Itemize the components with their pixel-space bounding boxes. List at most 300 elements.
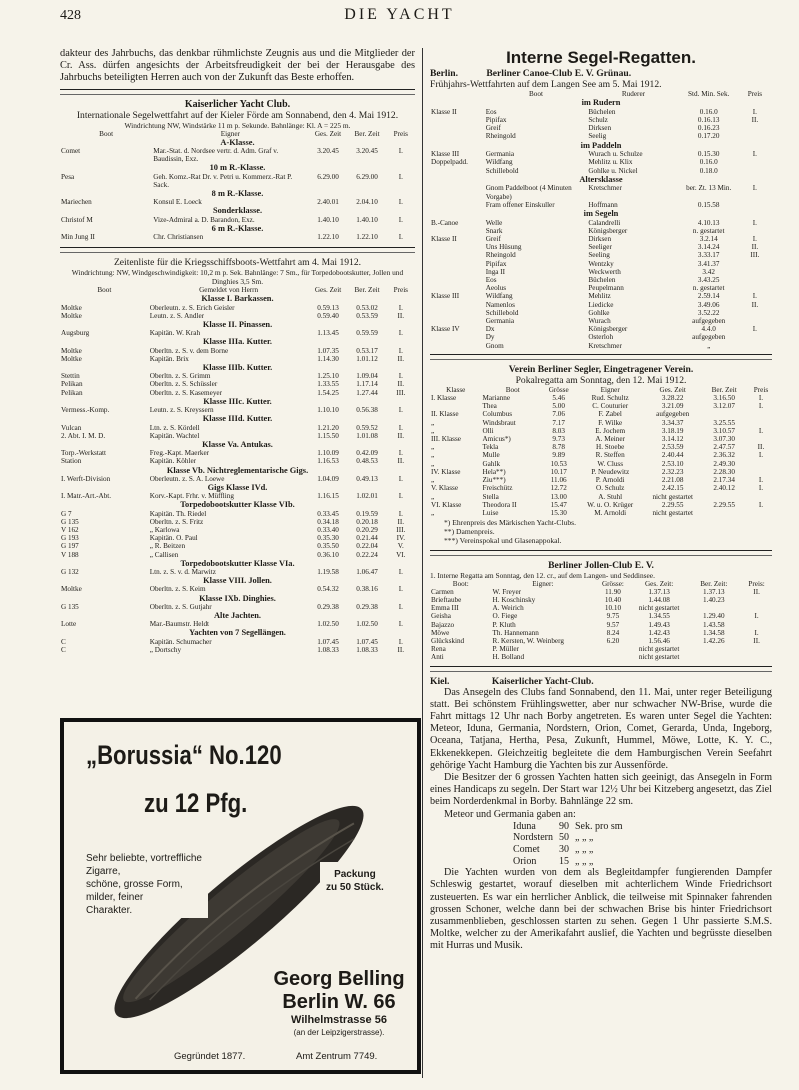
ad-desc-line: schöne, grosse Form, — [86, 879, 183, 890]
table-row — [430, 637, 772, 645]
table-cell — [738, 276, 772, 284]
class-heading-row — [60, 337, 415, 346]
table-cell: 10.40 — [604, 595, 622, 604]
table-cell — [738, 284, 772, 292]
table-cell: 2.04.10 — [356, 198, 378, 207]
table-cell: Freischütz — [482, 484, 513, 493]
table-row — [430, 219, 772, 227]
table-cell: O. Schulz — [596, 484, 625, 493]
class-heading: Yachten von 7 Segellängen. — [189, 628, 286, 638]
table-cell: 2.40.44 — [661, 451, 684, 460]
table-row — [430, 588, 772, 596]
table-cell: 0.29.38 — [356, 602, 378, 611]
table-cell: Stella — [482, 492, 499, 501]
table-cell: I. — [758, 426, 764, 435]
table-cell: Rheingold — [485, 132, 516, 141]
table-cell: 1.29.40 — [703, 612, 725, 621]
table-cell: 9.73 — [552, 435, 565, 444]
table-cell: I. — [398, 215, 403, 224]
section-heading-row — [430, 141, 772, 151]
column-header: Ges. Zeit — [314, 129, 342, 138]
table-cell: Thea — [482, 402, 497, 411]
table-cell: Ltn. z. S. Kördell — [149, 423, 200, 432]
table-row — [430, 621, 772, 629]
table-cell — [430, 251, 485, 259]
table-cell: 3.16.50 — [713, 394, 735, 403]
table-cell: Germania — [485, 150, 515, 159]
column-header: Preis — [393, 286, 408, 295]
table-cell: Gnom — [485, 341, 504, 350]
table-cell: I. — [398, 372, 403, 381]
table-cell: 0.53.02 — [356, 303, 378, 312]
table-cell: 4.10.13 — [697, 218, 720, 227]
table-cell: „ — [707, 341, 711, 350]
table-row — [430, 410, 772, 418]
table-cell: 1.42.26 — [703, 636, 725, 645]
ad-title: „Borussia“ No.120 — [86, 740, 282, 770]
table-cell: C — [61, 645, 66, 654]
table-cell: G 193 — [61, 534, 79, 543]
footnote: *) Ehrenpreis des Märkischen Yacht-Clubs. — [444, 518, 577, 528]
table-cell: Oberltn. z. S. Grimm — [149, 372, 211, 381]
table-cell: Comet — [513, 843, 540, 855]
table-cell: 3.34.37 — [661, 418, 684, 427]
table-cell: 2.28.30 — [713, 467, 735, 476]
table-cell: I. — [758, 476, 764, 485]
table-cell: aufgegeben — [692, 317, 726, 326]
table-cell — [741, 653, 772, 661]
table-cell: 1.56.46 — [648, 636, 670, 645]
table-cell — [698, 493, 749, 501]
column-header: Grösse — [548, 385, 569, 394]
table-cell — [430, 309, 485, 317]
table-row — [430, 116, 772, 124]
table-cell: 5.00 — [552, 402, 565, 411]
table-row — [60, 518, 415, 526]
table-cell — [741, 604, 772, 612]
table-cell: Schillebold — [485, 166, 519, 175]
table-cell: Vulcan — [61, 423, 82, 432]
table-row — [430, 394, 772, 402]
table-cell: Dx — [485, 325, 495, 334]
table-cell: 2.59.14 — [697, 292, 720, 301]
table-cell — [738, 167, 772, 175]
ad-packing — [326, 868, 384, 894]
table-cell: I. — [398, 637, 403, 646]
table-cell: II. — [751, 243, 759, 252]
column-header: Preis — [753, 385, 769, 394]
table-cell: Fram offener Einskuller — [485, 200, 555, 209]
table-cell: „ „ „ — [575, 843, 594, 855]
table-cell: Wildfang — [485, 292, 513, 301]
class-heading-row — [60, 163, 415, 172]
table-cell: H. Koschinsky — [492, 595, 536, 604]
table-cell: Oberltn. z. S. Kasemeyer — [149, 388, 223, 397]
table-cell: 0.59.52 — [356, 423, 378, 432]
table-cell: 90 — [559, 820, 569, 832]
table-cell: 1.34.55 — [648, 612, 670, 621]
table-row — [430, 645, 772, 653]
table-cell — [430, 317, 485, 325]
table-cell: H. Stoebe — [596, 443, 625, 452]
table-header — [60, 130, 415, 138]
table-cell: 0.33.45 — [317, 509, 339, 518]
table-cell: B.-Canoe — [431, 218, 459, 227]
class-heading: Klasse Va. Antukas. — [202, 439, 273, 449]
table-cell: Büchelen — [588, 276, 616, 285]
table-cell: I. — [398, 585, 403, 594]
table-cell: A. Stuhl — [598, 492, 623, 501]
table-cell: I. — [398, 567, 403, 576]
table-cell: Rheingold — [485, 251, 516, 260]
table-cell: I. — [758, 484, 764, 493]
table-row — [60, 424, 415, 432]
table-cell: Oberleutn. z. S. A. Loewe — [149, 474, 225, 483]
table-cell — [750, 468, 772, 476]
table-row — [510, 844, 626, 856]
section-heading-row — [430, 175, 772, 185]
table-cell: 0.53.17 — [356, 346, 378, 355]
table-cell: 0.35.50 — [317, 542, 339, 551]
table-cell: 3.25.55 — [713, 418, 735, 427]
table-cell: Kapitän. W. Krah — [149, 329, 201, 338]
table-cell: V. Klasse — [431, 484, 459, 493]
ad-firm-name: Georg Belling — [273, 968, 405, 990]
table-cell: V. — [397, 542, 404, 551]
table-cell: I. Matr.-Art.-Abt. — [61, 492, 112, 501]
class-heading-row — [60, 224, 415, 233]
table-cell: Station — [61, 457, 82, 466]
table-cell: Marianne — [482, 394, 511, 403]
table-cell: 0.34.18 — [317, 517, 339, 526]
column-header: Ges. Zeit — [659, 385, 686, 394]
column-header: Boot — [529, 90, 543, 98]
table-cell: 0.16.0 — [699, 158, 718, 167]
table-cell: I. — [758, 402, 764, 411]
table-row — [60, 620, 415, 628]
table-row — [60, 432, 415, 440]
table-cell: V 162 — [61, 525, 79, 534]
class-heading-row — [60, 594, 415, 603]
table-cell: VI. — [396, 550, 406, 559]
table-cell: Christof M — [61, 215, 93, 224]
table-cell: Mar.-Baumstr. Heldt — [149, 620, 210, 629]
table-cell: Greif — [485, 124, 501, 133]
table-cell: Oberltn. z. S. Keim — [149, 585, 206, 594]
club-name: Berliner Canoe-Club E. V. Grünau. — [486, 68, 632, 79]
divider — [430, 354, 772, 360]
table-cell: 1.16.53 — [317, 457, 339, 466]
table-cell — [430, 227, 485, 235]
club-name: Kaiserlicher Yacht-Club. — [491, 675, 594, 687]
section-heading-row — [430, 209, 772, 219]
table-cell: Möwe — [431, 628, 450, 637]
column-header: Gemeldet von Herrn — [199, 286, 259, 295]
table-cell: 10.17 — [550, 467, 567, 476]
table-row — [430, 419, 772, 427]
table-row — [430, 201, 772, 209]
table-cell: 0.17.20 — [697, 132, 720, 141]
table-header — [60, 286, 415, 294]
table-cell: Klasse II — [431, 235, 457, 244]
table-row — [430, 317, 772, 325]
table-cell: Seeling — [588, 251, 610, 260]
section-heading: im Segeln — [583, 209, 619, 219]
class-heading: Klasse Vb. Nichtreglementarische Gigs. — [166, 465, 309, 475]
table-cell: Snark — [485, 226, 503, 235]
table-row — [60, 380, 415, 388]
table-cell: 0.59.40 — [317, 311, 339, 320]
table-cell: I. — [398, 620, 403, 629]
table-cell: 0.59.13 — [317, 303, 339, 312]
table-cell: 2.42.15 — [661, 484, 684, 493]
table-cell: Gohlke u. Nickel — [588, 166, 638, 175]
table-cell: 1.17.14 — [356, 380, 378, 389]
class-heading-row — [60, 576, 415, 585]
table-cell: „ — [431, 443, 435, 452]
table-cell: 0.22.24 — [356, 550, 378, 559]
table-row — [430, 301, 772, 309]
table-cell: Weckwerth — [588, 267, 621, 276]
table-cell: IV. Klasse — [431, 467, 461, 476]
table-row — [430, 150, 772, 158]
table-cell: 2.36.32 — [713, 451, 735, 460]
ad-pack-line: Packung — [334, 869, 376, 880]
table-cell: Pipifax — [485, 116, 507, 124]
table-cell: Moltke — [61, 346, 82, 355]
table-cell: Oberleutn. z. S. Erich Geisler — [149, 303, 235, 312]
table-cell: O. Fiege — [492, 612, 518, 621]
table-cell: Dirksen — [588, 235, 612, 244]
table-row — [60, 475, 415, 483]
table-row — [60, 304, 415, 312]
divider — [430, 666, 772, 672]
table-cell: 0.15.58 — [697, 200, 720, 209]
table-cell: 1.08.33 — [356, 645, 378, 654]
table-row — [430, 653, 772, 661]
table-cell: Kapitän. Wachtel — [149, 431, 200, 440]
table-cell: Glückskind — [431, 636, 465, 645]
table-cell: Eos — [485, 276, 497, 285]
table-cell: Osterloh — [588, 333, 614, 342]
table-cell: 11.06 — [550, 476, 567, 485]
table-cell: I. — [398, 602, 403, 611]
table-cell — [430, 276, 485, 284]
class-heading-row — [60, 363, 415, 372]
table-cell: Seeliger — [588, 243, 612, 252]
kyc-subtitle: Internationale Segelwettfahrt auf der Kieler Förde am Sonnabend, den 4. Mai 1912. — [76, 109, 399, 121]
table-cell: 1.19.58 — [317, 567, 339, 576]
column-header: Eigner — [600, 385, 620, 394]
table-cell — [738, 342, 772, 350]
table-cell: III. Klasse — [431, 435, 461, 444]
table-cell: 3.20.45 — [356, 147, 378, 156]
table-cell: C. Couturier — [592, 402, 629, 411]
table-cell: C — [61, 637, 66, 646]
table-cell: aufgegeben — [656, 410, 690, 419]
table-cell: Uns Hüsung — [485, 243, 522, 252]
table-cell: Ziu***) — [482, 476, 506, 485]
table-cell: Dy — [485, 333, 495, 342]
table-cell — [430, 333, 485, 341]
table-row — [60, 233, 415, 241]
table-cell: Calandrelli — [588, 218, 621, 227]
table-cell: 0.56.38 — [356, 406, 378, 415]
table-cell: 1.15.50 — [317, 431, 339, 440]
table-row — [430, 427, 772, 435]
footnotes — [430, 519, 772, 545]
table-cell: II. — [753, 636, 760, 645]
class-heading-row — [60, 483, 415, 492]
table-cell: 5.46 — [552, 394, 565, 403]
jollen-subtitle: 1. Interne Regatta am Sonntag, den 12. cr., auf dem Langen- und Seddinsee. — [430, 570, 655, 580]
table-cell: 0.59.59 — [356, 329, 378, 338]
table-cell: Oberltn. z. S. Gutjahr — [149, 602, 212, 611]
table-cell: 9.57 — [606, 620, 620, 629]
table-row — [430, 435, 772, 443]
column-header: Klasse — [446, 385, 466, 394]
right-column — [430, 48, 772, 953]
table-cell: Nordstern — [513, 832, 553, 844]
table-row — [510, 832, 626, 844]
table-row — [430, 451, 772, 459]
table-cell: IV. — [396, 534, 406, 543]
table-cell — [738, 124, 772, 132]
table-cell: II. — [757, 443, 765, 452]
table-cell: nicht gestartet — [652, 508, 693, 517]
table-cell: 3.20.45 — [317, 147, 339, 156]
table-cell: 7.17 — [552, 418, 565, 427]
table-cell: Kapitän. Schumacher — [149, 637, 212, 646]
table-cell: 0.53.59 — [356, 311, 378, 320]
class-heading: 10 m R.-Klasse. — [209, 163, 266, 173]
table-cell: Rena — [431, 645, 446, 654]
kiel-paragraph: Meteor und Germania gaben an: — [444, 808, 576, 820]
borussia-cigar-advertisement — [60, 718, 421, 1074]
table-cell: 3.33.17 — [697, 251, 720, 260]
table-cell: R. Steffen — [595, 451, 625, 460]
table-cell: Dirksen — [588, 124, 612, 133]
kiel-heading — [430, 676, 772, 687]
table-cell: II. — [397, 380, 405, 389]
table-cell: 1.07.45 — [317, 637, 339, 646]
table-cell: II. — [753, 587, 760, 596]
table-cell: I. — [398, 474, 403, 483]
table-cell — [430, 116, 485, 124]
table-cell: 1.02.50 — [356, 620, 378, 629]
table-cell: 1.07.45 — [356, 637, 378, 646]
table-cell: Windsbraut — [482, 418, 516, 427]
table-cell: 1.22.10 — [356, 233, 378, 242]
table-cell: 1.33.55 — [317, 380, 339, 389]
table-cell: 9.75 — [606, 612, 620, 621]
table-cell — [430, 402, 481, 410]
kiel-paragraph: Die Yachten wurden von dem als Begleitdampfer fungierenden Dampfer Schleswig gestartet, worauf dieselben mit achterlichem Winde Friedrichsort zusteuerten. Es war ein herrlicher Anblick, die teilweise mit Spinnaker fahrenden grossen Schoner, welche dann bei der schwachen Brise bis hinter Friedrichsort zusammenblieben, geschlossen starten zu sehen. Gegen 1 Uhr passierte S.M.S. Moltke, welcher zu der Amerikafahrt auslief, die Yachten und begrüsste dieselben mit Hurras und Musik. — [430, 867, 772, 952]
table-cell — [741, 596, 772, 604]
table-cell: „ Karlowa — [149, 525, 180, 534]
table-cell: 9.89 — [552, 451, 565, 460]
table-cell: Amicus*) — [482, 435, 511, 444]
table-cell: 12.72 — [550, 484, 567, 493]
table-cell: Konsul E. Loeck — [153, 198, 202, 207]
class-heading-row — [60, 466, 415, 475]
table-cell: I. — [398, 492, 403, 501]
kyc-title: Kaiserlicher Yacht Club. — [184, 98, 291, 110]
column-header: Eigner: — [532, 579, 554, 588]
class-heading: Torpedobootskutter Klasse VIb. — [180, 500, 295, 510]
ad-desc-line: Charakter. — [86, 905, 133, 916]
column-header: Std. Min. Sek. — [688, 90, 730, 98]
table-cell: Klasse III — [431, 150, 460, 159]
ad-street-note: (an der Leipzigerstrasse). — [293, 1028, 385, 1037]
ad-firm-city: Berlin W. 66 — [282, 991, 396, 1013]
table-cell: 0.33.40 — [317, 525, 339, 534]
table-cell: „ „ „ — [575, 855, 594, 867]
table-cell: Augsburg — [61, 329, 90, 338]
class-heading: Klasse I. Barkassen. — [201, 294, 274, 304]
table-cell — [430, 184, 485, 200]
table-row — [430, 476, 772, 484]
table-cell: I. — [398, 346, 403, 355]
table-cell: Carmen — [431, 587, 454, 596]
table-row — [60, 534, 415, 542]
table-row — [60, 585, 415, 593]
table-row — [430, 243, 772, 251]
table-cell: Emma III — [431, 604, 459, 613]
table-row — [60, 372, 415, 380]
table-cell: 0.49.13 — [356, 474, 378, 483]
table-cell: 50 — [559, 832, 569, 844]
class-heading-row — [60, 559, 415, 568]
table-row — [430, 268, 772, 276]
table-row — [60, 329, 415, 337]
class-heading: Klasse IXb. Dinghies. — [199, 593, 276, 603]
column-divider — [422, 48, 423, 1078]
table-cell: Hela**) — [482, 467, 506, 476]
table-cell: 7.06 — [552, 410, 565, 419]
table-cell: 30 — [559, 843, 569, 855]
table-cell: W. Freyer — [492, 587, 522, 596]
class-heading: Gigs Klasse IVd. — [207, 482, 268, 492]
table-cell: 15.47 — [550, 500, 567, 509]
table-row — [60, 198, 415, 206]
table-cell: II. — [751, 116, 759, 124]
table-cell: 0.42.09 — [356, 449, 378, 458]
table-cell: 0.48.53 — [356, 457, 378, 466]
column-header: Ber. Zeit — [711, 385, 737, 394]
table-row — [60, 312, 415, 320]
table-cell: 0.18.0 — [699, 166, 718, 175]
table-cell: I. — [398, 233, 403, 242]
table-header — [430, 386, 772, 394]
table-cell: ber. Zt. 13 Min. — [686, 184, 732, 193]
table-cell: 3.18.19 — [661, 426, 684, 435]
class-heading: 6 m R.-Klasse. — [211, 223, 264, 233]
table-row — [60, 147, 415, 163]
ad-description — [86, 852, 202, 917]
table-cell: Brieftaube — [431, 595, 462, 604]
table-cell: III. — [750, 251, 760, 260]
table-row — [60, 638, 415, 646]
table-cell — [750, 493, 772, 501]
table-cell: G 7 — [61, 509, 72, 518]
table-cell: Leutn. z. S. Andler — [149, 311, 205, 320]
table-cell: Rud. Schultz — [591, 394, 629, 403]
table-cell: Moltke — [61, 585, 82, 594]
table-cell: 0.16.23 — [697, 124, 720, 133]
table-cell: 0.16.13 — [697, 116, 720, 124]
table-cell: 2.40.12 — [713, 484, 735, 493]
